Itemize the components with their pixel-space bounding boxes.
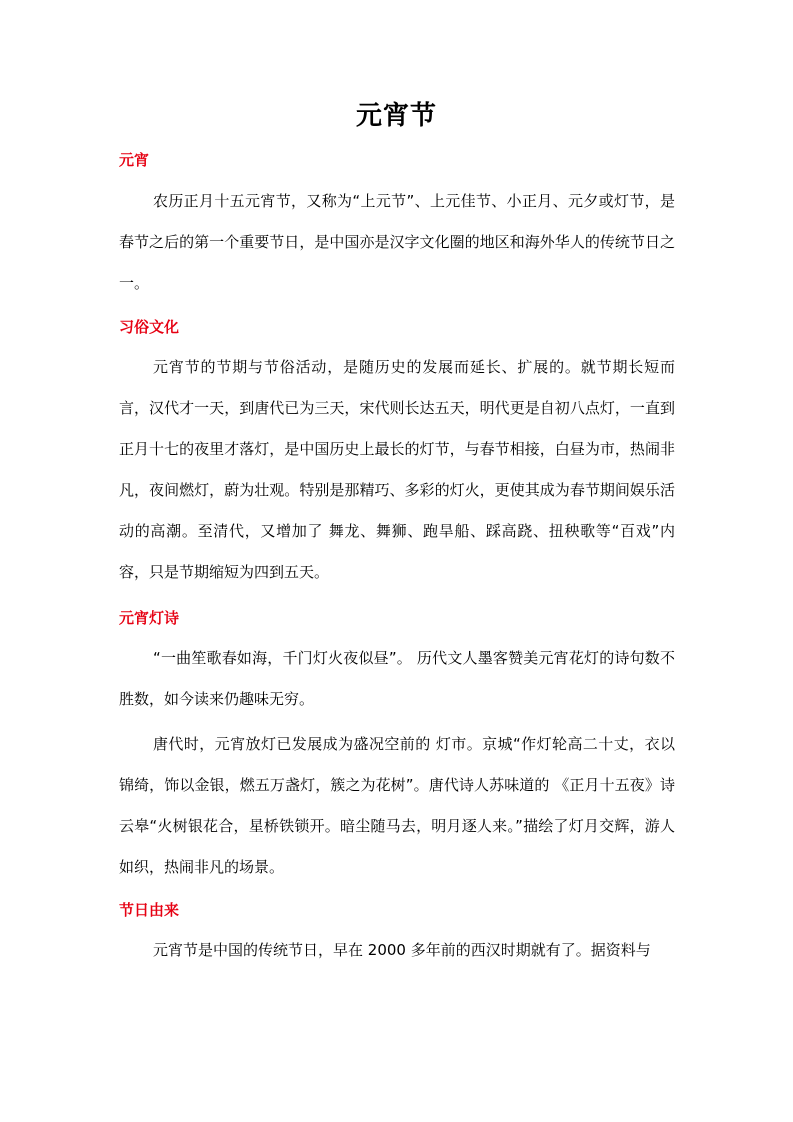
paragraph-customs: 元宵节的节期与节俗活动，是随历史的发展而延长、扩展的。就节期长短而言，汉代才一天，到唐代已为三天，宋代则长达五天，明代更是自初八点灯，一直到正月十七的夜里才落灯，是中国历史上最长的灯节，与春节相接，白昼为市，热闹非凡，夜间燃灯，蔚为壮观。特别是那精巧、多彩的灯火，更使其成为春节期间娱乐活动的高潮。至清代，又增加了 舞龙、舞狮、跑旱船、踩高跷、扭秧歌等“百戏”内容，只是节期缩短为四到五天。 — [119, 358, 675, 581]
section-heading-customs: 习俗文化 — [119, 318, 180, 336]
section-heading-origin: 节日由来 — [119, 901, 180, 919]
paragraph-tang-dynasty: 唐代时，元宵放灯已发展成为盛况空前的 灯市。京城“作灯轮高二十丈，衣以锦绮，饰以金银，燃五万盏灯，簇之为花树”。唐代诗人苏味道的 《正月十五夜》诗云皋“火树银花合，星桥铁锁开。暗尘随马去，明月逐人来。”描绘了灯月交辉，游人如织，热闹非凡的场景。 — [119, 735, 675, 876]
paragraph-origin: 元宵节是中国的传统节日，早在 2000 多年前的西汉时期就有了。据资料与 — [153, 941, 651, 959]
section-heading-lantern-poems: 元宵灯诗 — [119, 609, 180, 627]
section-heading-yuanxiao: 元宵 — [119, 151, 150, 169]
document-title: 元宵节 — [355, 101, 437, 131]
paragraph-poem-intro: “一曲笙歌春如海，千门灯火夜似昼”。 历代文人墨客赞美元宵花灯的诗句数不胜数，如今读来仍趣味无穷。 — [119, 649, 675, 708]
paragraph-intro: 农历正月十五元宵节，又称为“上元节”、上元佳节、小正月、元夕或灯节，是春节之后的第一个重要节日，是中国亦是汉字文化圈的地区和海外华人的传统节日之一。 — [119, 192, 675, 292]
